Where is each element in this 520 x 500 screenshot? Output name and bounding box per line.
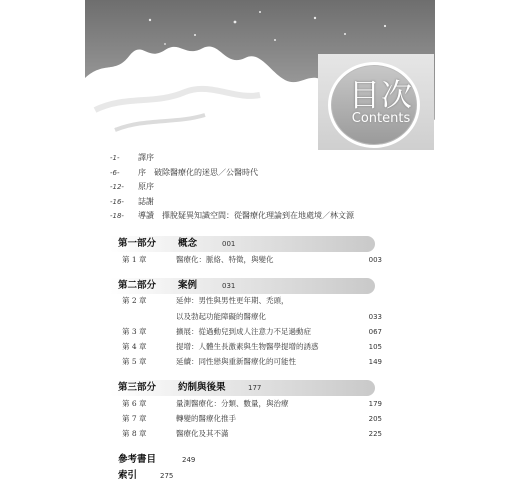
- chapter-number: 第 5 章: [122, 357, 147, 366]
- back-matter-title: 索引: [118, 470, 138, 481]
- chapter-title: 延續：同性戀與重新醫療化的可能性: [176, 357, 296, 366]
- chapter-page: 003: [368, 256, 382, 264]
- chapter-number: 第 2 章: [122, 296, 147, 305]
- front-matter-title: 誌謝: [138, 197, 154, 206]
- chapter-number: 第 3 章: [122, 327, 147, 336]
- front-matter-item: [110, 152, 154, 164]
- chapter-title: 轉變的醫療化推手: [176, 414, 236, 423]
- part-label: 第三部分: [118, 382, 157, 393]
- chapter-title-continued: 以及勃起功能障礙的醫療化: [176, 312, 266, 321]
- back-matter-page: 249: [182, 456, 196, 464]
- front-matter-title: 導讀 擇脫疑異知識空間：從醫療化理論到在地處境／林文源: [138, 211, 354, 220]
- chapter-page: 033: [368, 313, 382, 321]
- chapter-title: 擴展：從過動兒到成人注意力不足過動症: [176, 327, 311, 336]
- front-matter-item: [110, 181, 154, 193]
- part-title: 約制與後果: [178, 382, 226, 393]
- chapter-title: 量測醫療化：分類、數量，與治療: [176, 399, 289, 408]
- back-matter-page: 275: [160, 472, 174, 480]
- chapter-number: 第 8 章: [122, 429, 147, 438]
- part-page: 031: [222, 282, 236, 290]
- front-matter-title: 序 破除醫療化的迷思／公醫時代: [138, 168, 258, 177]
- chapter-number: 第 4 章: [122, 342, 147, 351]
- part-label: 第一部分: [118, 238, 157, 249]
- front-matter-title: 譯序: [138, 153, 154, 162]
- chapter-page: 105: [368, 343, 382, 351]
- chapter-page: 149: [368, 358, 382, 366]
- chapter-page: 067: [368, 328, 382, 336]
- back-matter-title: 參考書目: [118, 454, 157, 465]
- chapter-page: 225: [368, 430, 382, 438]
- part-title: 概念: [178, 238, 198, 249]
- front-matter-page: -1-: [110, 154, 120, 162]
- front-matter-item: [110, 167, 258, 179]
- front-matter-page: -18-: [110, 212, 124, 220]
- chapter-number: 第 1 章: [122, 255, 147, 264]
- chapter-title: 提增：人體生長激素與生物醫學提增的誘惑: [176, 342, 319, 351]
- part-title: 案例: [178, 280, 198, 291]
- part-page: 001: [222, 240, 236, 248]
- page-title: 目次: [349, 78, 413, 114]
- front-matter-page: -12-: [110, 183, 124, 191]
- front-matter-page: -16-: [110, 198, 124, 206]
- chapter-title: 延伸：男性與男性更年期、禿頭，: [176, 296, 289, 305]
- part-label: 第二部分: [118, 280, 157, 291]
- chapter-title: 醫療化：脈絡、特徵，與變化: [176, 255, 274, 264]
- page-subtitle: Contents: [351, 111, 411, 126]
- chapter-number: 第 7 章: [122, 414, 147, 423]
- chapter-page: 179: [368, 400, 382, 408]
- front-matter-item: [110, 210, 354, 222]
- front-matter-title: 原序: [138, 182, 154, 191]
- part-page: 177: [248, 384, 262, 392]
- chapter-number: 第 6 章: [122, 399, 147, 408]
- front-matter-page: -6-: [110, 169, 120, 177]
- chapter-page: 205: [368, 415, 382, 423]
- chapter-title: 醫療化及其不滿: [176, 429, 229, 438]
- front-matter-item: [110, 196, 154, 208]
